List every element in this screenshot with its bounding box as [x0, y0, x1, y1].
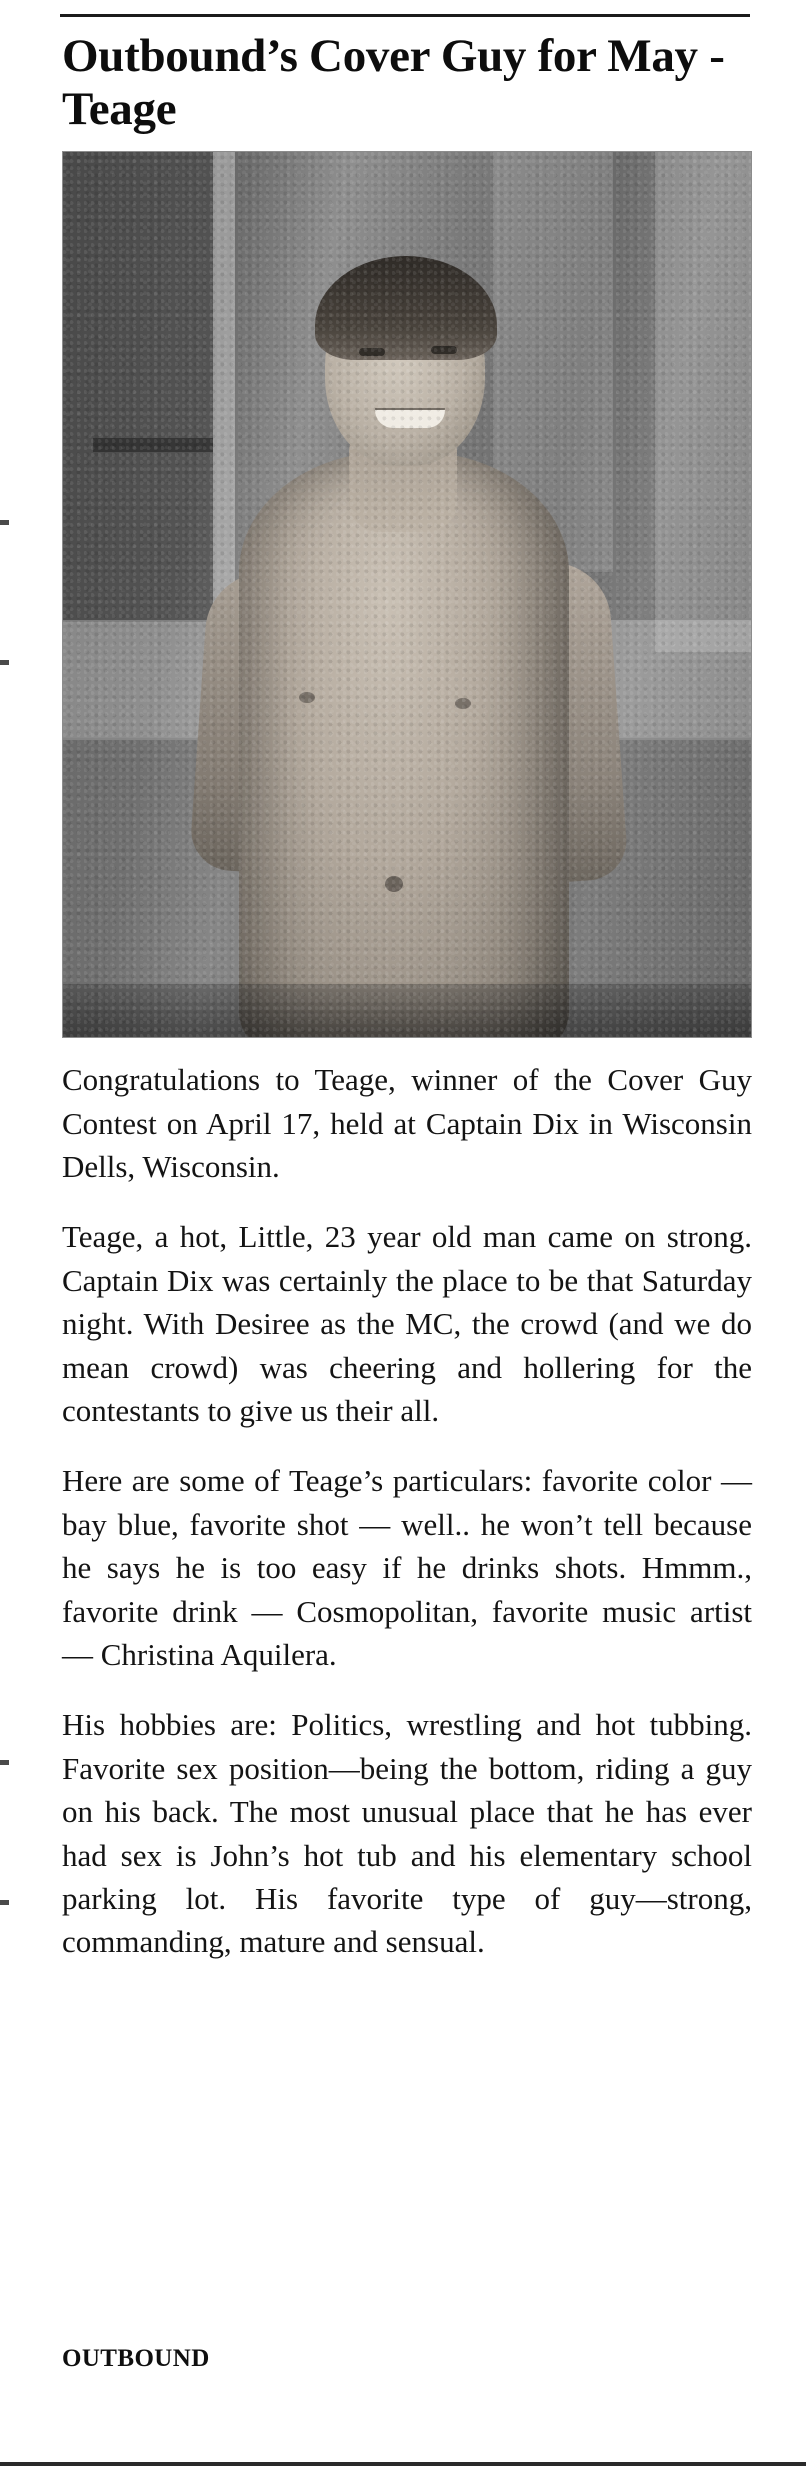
- margin-tick: [0, 520, 9, 525]
- page-title: Outbound’s Cover Guy for May - Teage: [62, 30, 725, 135]
- photo-tub-edge: [63, 984, 752, 1038]
- photo-shelf: [93, 438, 213, 452]
- margin-tick: [0, 1760, 9, 1765]
- photo-figure-torso: [239, 452, 569, 1038]
- article-paragraph: Teage, a hot, Little, 23 year old man came on strong. Captain Dix was certainly the place to be that Saturday night. With Desiree as the MC, the crowd (and we do mean crowd) was cheering and hollering for the contestants to give us their all.: [62, 1219, 752, 1428]
- top-divider: [60, 14, 750, 17]
- photo-figure-smile: [375, 410, 445, 428]
- photo-figure-eye: [359, 348, 385, 356]
- photo-wall-panel: [213, 152, 235, 622]
- photo-wall-panel: [655, 152, 752, 652]
- publication-name: OUTBOUND: [62, 2345, 210, 2372]
- bottom-divider: [0, 2462, 806, 2466]
- cover-guy-photo: [62, 151, 752, 1038]
- page-footer: [62, 2345, 752, 2373]
- article-column: [62, 30, 752, 1991]
- margin-tick: [0, 1900, 9, 1905]
- article-paragraph: His hobbies are: Politics, wrestling and hot tubbing. Favorite sex position—being the bottom, riding a guy on his back. The most unusual place that he has ever had sex is John’s hot tub and his elementary school parking lot. His favorite type of guy—strong, commanding, mature and sensual.: [62, 1707, 752, 1960]
- photo-wall-panel: [63, 152, 213, 622]
- article-paragraph: Here are some of Teage’s particulars: favorite color — bay blue, favorite shot — well.. he won’t tell because he says he is too easy if he drinks shots. Hmmm., favorite drink — Cosmopolitan, favorite music artist — Christina Aquilera.: [62, 1463, 752, 1672]
- photo-figure-eye: [431, 346, 457, 354]
- margin-tick: [0, 660, 9, 665]
- article-paragraph: Congratulations to Teage, winner of the Cover Guy Contest on April 17, held at Captain Dix in Wisconsin Dells, Wisconsin.: [62, 1062, 752, 1185]
